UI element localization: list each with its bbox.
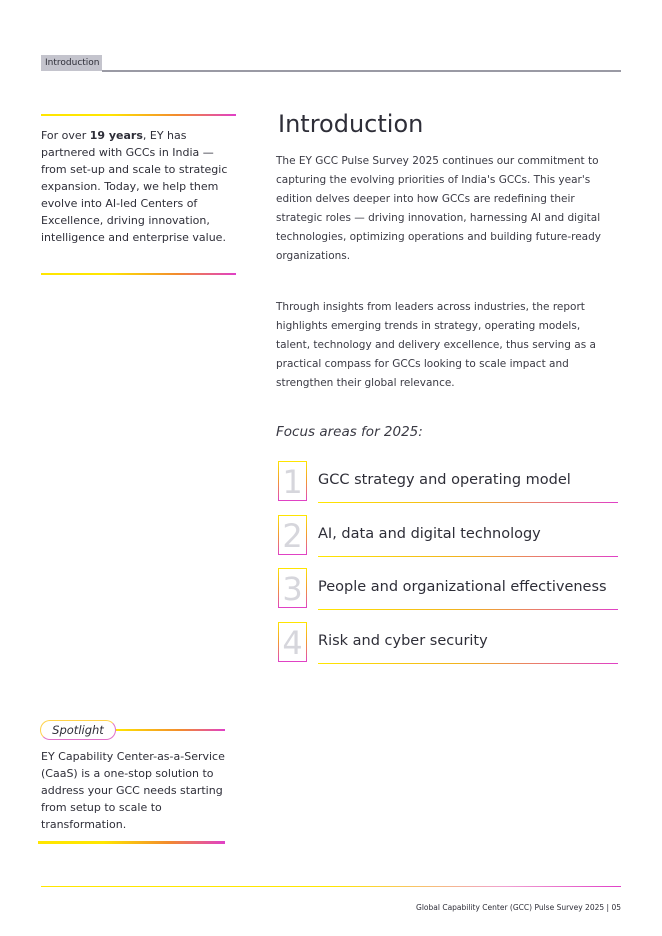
focus-number-box: 2	[278, 515, 307, 555]
spotlight-text: EY Capability Center-as-a-Service (CaaS) is a one-stop solution to address your GCC needs starting from setup to scale to transformation.	[41, 750, 225, 831]
focus-number-box: 4	[278, 622, 307, 662]
focus-item-3	[278, 568, 618, 610]
focus-item-4	[278, 622, 618, 664]
page-title: Introduction	[278, 110, 424, 138]
focus-label: AI, data and digital technology	[318, 526, 541, 542]
intro-paragraph-1: The EY GCC Pulse Survey 2025 continues our commitment to capturing the evolving priorities of India's GCCs. This year's edition delves deeper into how GCCs are redefining their strategic roles — driving innovation, harnessing AI and digital technologies, optimizing operations and building future-ready organizations.	[276, 155, 601, 262]
callout-top-rule	[41, 114, 236, 116]
spotlight-badge: Spotlight	[40, 720, 116, 740]
callout-prefix: For over	[41, 129, 90, 142]
focus-heading: Focus areas for 2025:	[276, 424, 423, 440]
callout-bottom-rule	[41, 273, 236, 275]
focus-underline	[318, 502, 618, 503]
focus-underline	[318, 556, 618, 557]
focus-underline	[318, 663, 618, 664]
focus-label: People and organizational effectiveness	[318, 579, 607, 595]
spotlight-rule	[116, 729, 225, 731]
focus-label: GCC strategy and operating model	[318, 472, 571, 488]
focus-label: Risk and cyber security	[318, 633, 488, 649]
section-tab: Introduction	[41, 55, 102, 71]
callout-body: , EY has partnered with GCCs in India — from set-up and scale to strategic expansion. Today, we help them evolve into AI-led Centers of Excellence, driving innovation, intelligence and enterprise value.	[41, 129, 228, 244]
focus-number-box: 3	[278, 568, 307, 608]
footer-text: Global Capability Center (GCC) Pulse Survey 2025 | 05	[416, 903, 621, 912]
header-rule	[102, 70, 621, 72]
focus-underline	[318, 609, 618, 610]
focus-number-box: 1	[278, 461, 307, 501]
spotlight-bottom-rule	[38, 841, 225, 844]
footer-rule	[41, 886, 621, 887]
callout-text	[41, 127, 231, 246]
callout-bold: 19 years	[89, 129, 143, 142]
focus-item-1	[278, 461, 618, 503]
focus-item-2	[278, 515, 618, 557]
intro-paragraph-2: Through insights from leaders across industries, the report highlights emerging trends in strategy, operating models, talent, technology and delivery excellence, thus serving as a practical compass for GCCs looking to scale impact and strengthen their global relevance.	[276, 301, 596, 389]
